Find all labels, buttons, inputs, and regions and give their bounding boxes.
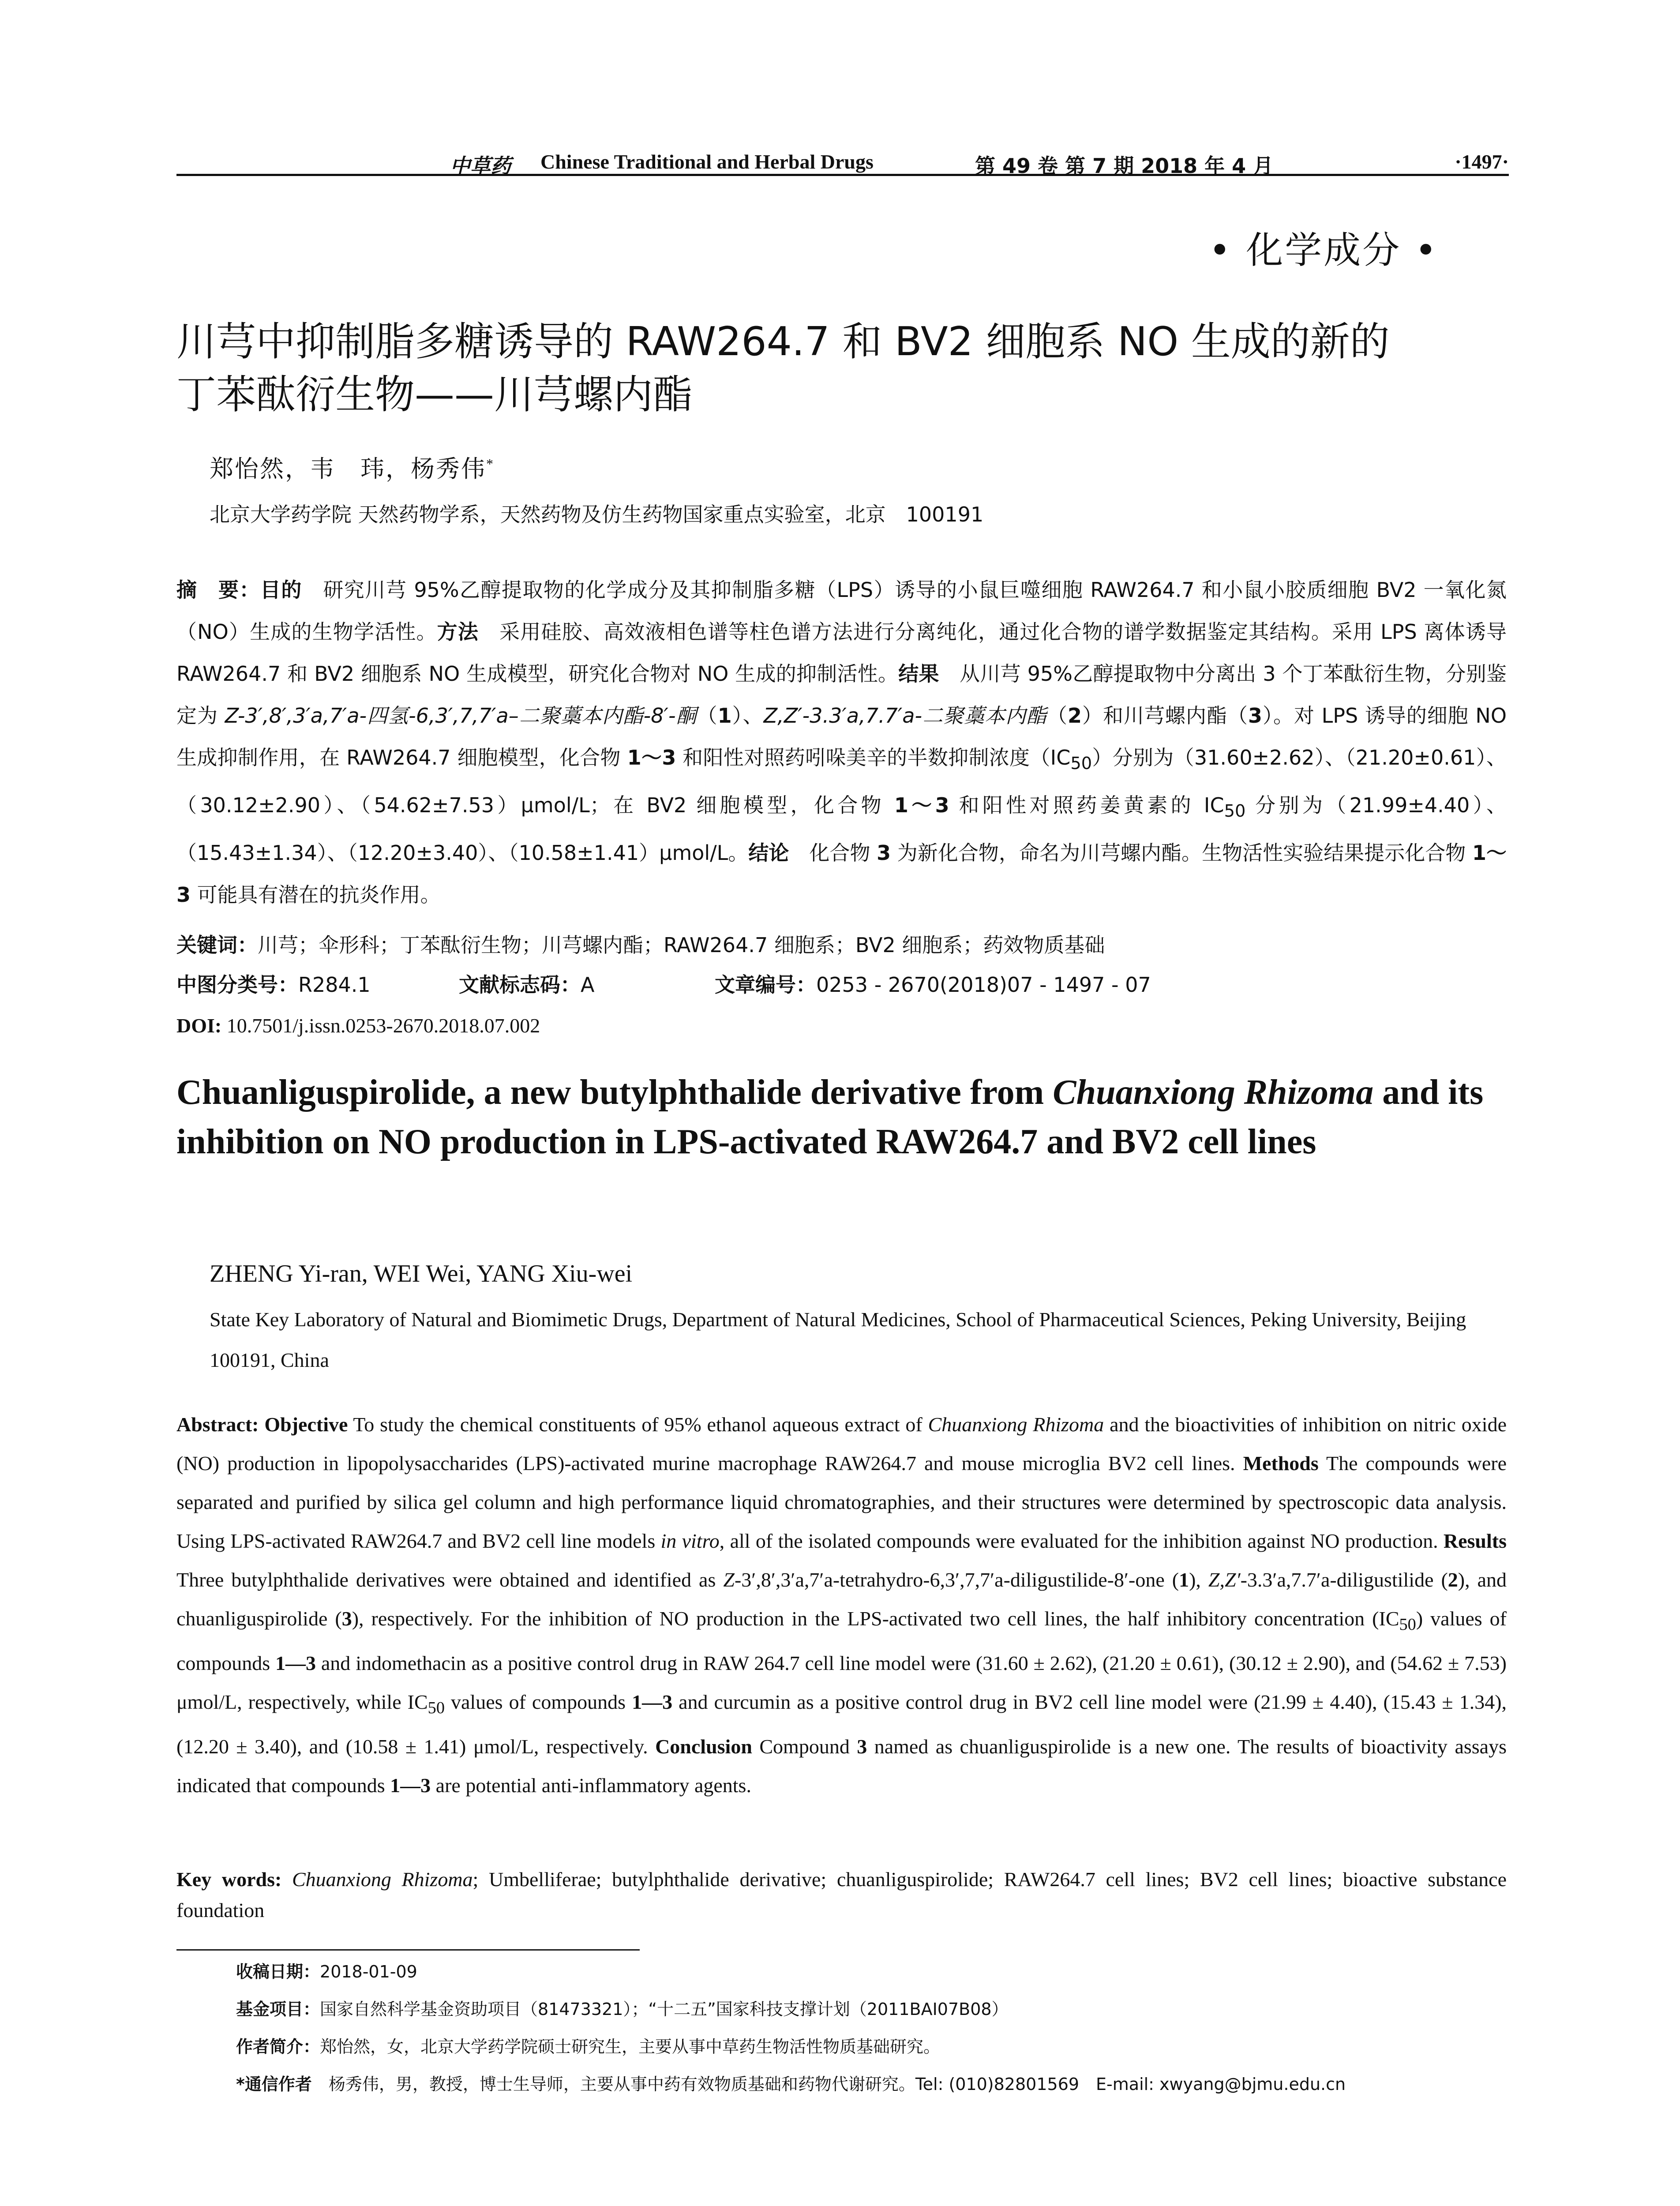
compound-range: 1—3 xyxy=(632,1691,673,1714)
first-author-label: 作者简介： xyxy=(236,2037,320,2056)
corresponding-mark: * xyxy=(486,456,495,472)
abstract-cn-label: 摘 要： xyxy=(176,578,260,602)
compound-number: 3 xyxy=(1248,704,1263,728)
title-en-part-2: and its inhibition on NO production in LPS-activated RAW264.7 and BV2 cell lines xyxy=(176,1073,1484,1161)
abstract-en xyxy=(176,1405,1507,1805)
paren: （ xyxy=(697,704,718,728)
footnote-rule xyxy=(176,1949,640,1951)
title-cn-line-2: 丁苯酞衍生物——川芎螺内酯 xyxy=(176,371,693,418)
title-en-italic: Chuanxiong Rhizoma xyxy=(1053,1073,1374,1112)
results-text-cn: 和阳性对照药姜黄素的 IC xyxy=(949,793,1224,818)
results-text-en: -3′,8′,3′a,7′a-tetrahydro-6,3′,7,7′a-diligustilide-8′-one ( xyxy=(734,1568,1179,1591)
results-text-en: Three butylphthalide derivatives were obtained and identified as xyxy=(176,1568,724,1591)
page-number: ·1497· xyxy=(1455,150,1509,173)
compound-range: 1～3 xyxy=(894,793,949,818)
keywords-en-text: ; Umbelliferae; butylphthalide derivative; chuanliguspirolide; RAW264.7 cell lines; BV2 cell lines; bioactive substance foundation xyxy=(176,1868,1507,1921)
results-text-cn: 分别为（21.99±4.40）、（15.43±1.34）、（12.20±3.40）、（10.58±1.41）μmol/L。 xyxy=(176,793,1507,865)
fund-label: 基金项目： xyxy=(236,2000,320,2019)
clc-label: 中图分类号： xyxy=(176,973,298,997)
footnote-fund xyxy=(236,1999,1009,2020)
doi-label: DOI: xyxy=(176,1014,222,1037)
results-label-cn: 结果 xyxy=(898,662,939,686)
objective-label-en: Objective xyxy=(264,1413,348,1436)
title-cn xyxy=(176,315,1518,421)
doc-code-label: 文献标志码： xyxy=(459,973,581,997)
footnote-corresponding-author xyxy=(236,2074,1346,2095)
compound-range: 1～3 xyxy=(627,746,676,769)
conclusion-label-cn: 结论 xyxy=(748,841,789,865)
compound-range: 1—3 xyxy=(390,1774,431,1797)
corresp-label: *通信作者 xyxy=(236,2075,329,2094)
compound-number: 3 xyxy=(857,1735,867,1758)
title-en-part-1: Chuanliguspirolide, a new butylphthalide derivative from xyxy=(176,1073,1053,1112)
results-text-en: ), respectively. For the inhibition of NO production in the LPS-activated two cell lines, the half inhibitory concentration (IC xyxy=(352,1607,1399,1630)
keywords-cn-text: 川芎；伞形科；丁苯酞衍生物；川芎螺内酯；RAW264.7 细胞系；BV2 细胞系；药效物质基础 xyxy=(258,933,1105,957)
section-label: • 化学成分 • xyxy=(1209,229,1439,272)
title-cn-line-1: 川芎中抑制脂多糖诱导的 RAW264.7 和 BV2 细胞系 NO 生成的新的 xyxy=(176,319,1390,365)
received-label: 收稿日期： xyxy=(236,1962,320,1981)
conclusion-label-en: Conclusion xyxy=(655,1735,752,1758)
footnote-received xyxy=(236,1961,417,1982)
conclusion-text-cn: 可能具有潜在的抗炎作用。 xyxy=(191,883,441,907)
affiliation-cn: 北京大学药学院 天然药物学系，天然药物及仿生药物国家重点实验室，北京 100191 xyxy=(210,503,984,526)
objective-text-en: To study the chemical constituents of 95% ethanol aqueous extract of xyxy=(348,1413,928,1436)
compound-range: 1～3 xyxy=(176,841,1507,907)
conclusion-text-en: Compound xyxy=(752,1735,857,1758)
methods-text-en: , all of the isolated compounds were evaluated for the inhibition against NO production. xyxy=(719,1530,1444,1552)
doi-line xyxy=(176,1005,1507,1047)
results-text-cn: 从川芎 95%乙醇提取物中分离出 3 个丁苯酞衍生物，分别鉴定为 xyxy=(176,662,1507,728)
conclusion-text-en: named as chuanliguspirolide is a new one. The results of bioactivity assays indicated that compounds xyxy=(176,1735,1507,1797)
methods-text-cn: 采用硅胶、高效液相色谱等柱色谱方法进行分离纯化，通过化合物的谱学数据鉴定其结构。采用 LPS 离体诱导 RAW264.7 和 BV2 细胞系 NO 生成模型，研究化合物对 NO 生成的抑制活性。 xyxy=(176,620,1507,686)
methods-label-en: Methods xyxy=(1243,1452,1319,1474)
results-text-en: -3.3′a,7.7′a-diligustilide ( xyxy=(1240,1568,1448,1591)
abstract-en-label: Abstract: xyxy=(176,1413,259,1436)
authors-cn xyxy=(210,450,495,484)
keywords-cn-label: 关键词： xyxy=(176,933,258,957)
paren: ） xyxy=(731,704,743,728)
objective-text-en: and the bioactivities of inhibition on nitric oxide (NO) production in lipopolysaccharides (LPS)-activated murine macrophage RAW264.7 and mouse microglia BV2 cell lines. xyxy=(176,1413,1507,1474)
compound-range: 1—3 xyxy=(275,1652,316,1675)
results-text-en: ) values of compounds xyxy=(176,1607,1507,1675)
keywords-en-italic: Chuanxiong Rhizoma xyxy=(281,1868,473,1891)
results-text-en: ), xyxy=(1189,1568,1208,1591)
compound-number: 2 xyxy=(1068,704,1082,728)
stereo-italic: Z,Z′ xyxy=(1208,1568,1241,1591)
article-no-value: 0253 - 2670(2018)07 - 1497 - 07 xyxy=(816,973,1151,997)
classification-line xyxy=(176,964,1507,1006)
in-vitro-italic: in vitro xyxy=(660,1530,720,1552)
title-en xyxy=(176,1068,1518,1167)
received-date: 2018-01-09 xyxy=(320,1962,417,1981)
abstract-cn xyxy=(176,569,1507,916)
doc-code-value: A xyxy=(581,973,595,997)
objective-label-cn: 目的 xyxy=(260,578,302,602)
results-text-cn: 和川芎螺内酯（ xyxy=(1103,704,1249,728)
compound-number: 1 xyxy=(717,704,732,728)
fund-text: 国家自然科学基金资助项目（81473321）；“十二五”国家科技支撑计划（2011BAI07B08） xyxy=(320,2000,1009,2019)
conclusion-text-en: are potential anti-inflammatory agents. xyxy=(431,1774,751,1797)
authors-en: ZHENG Yi-ran, WEI Wei, YANG Xiu-wei xyxy=(210,1260,633,1287)
clc-value: R284.1 xyxy=(298,973,371,997)
authors-cn-names: 郑怡然，韦 玮，杨秀伟 xyxy=(210,456,486,482)
article-no-label: 文章编号： xyxy=(715,973,816,997)
keywords-en-label: Key words: xyxy=(176,1868,282,1891)
doi-value[interactable]: 10.7501/j.issn.0253-2670.2018.07.002 xyxy=(221,1014,540,1037)
paren: （ xyxy=(1047,704,1068,728)
methods-text-en: The compounds were separated and purified by silica gel column and high performance liquid chromatographies, and their structures were determined by spectroscopic data analysis. Using LPS-activated RAW264.7 and BV2 cell line models xyxy=(176,1452,1507,1552)
corresp-text: 杨秀伟，男，教授，博士生导师，主要从事中药有效物质基础和药物代谢研究。Tel: (010)82801569 E-mail: xwyang@bjmu.edu.cn xyxy=(328,2075,1346,2094)
conclusion-text-cn: 化合物 xyxy=(789,841,877,865)
subscript: 50 xyxy=(1224,801,1246,822)
first-author-text: 郑怡然，女，北京大学药学院硕士研究生，主要从事中草药生物活性物质基础研究。 xyxy=(320,2037,941,2056)
paren: ） xyxy=(1082,704,1103,728)
results-text-cn: 、 xyxy=(742,704,764,728)
affiliation-en: State Key Laboratory of Natural and Biomimetic Drugs, Department of Natural Medicines, School of Pharmaceutical Sciences, Peking University, Beijing 100191, China xyxy=(210,1308,1466,1371)
footnote-first-author xyxy=(236,2036,940,2057)
results-text-en: and indomethacin as a positive control drug in RAW 264.7 cell line model were (31.60 ± 2.62), (21.20 ± 0.61), (30.12 ± 2.90), and (54.62 ± 7.53) μmol/L, respectively, while IC xyxy=(176,1652,1507,1714)
species-italic: Chuanxiong Rhizoma xyxy=(928,1413,1104,1436)
compound-name-cn: Z-3′,8′,3′a,7′a-四氢-6,3′,7,7′a–二聚藁本内酯-8′-酮 xyxy=(225,704,697,728)
subscript: 50 xyxy=(1070,754,1092,774)
issue-info: 第 49 卷 第 7 期 2018 年 4 月 xyxy=(975,154,1274,178)
compound-number: 2 xyxy=(1448,1568,1458,1591)
journal-name-cn: 中草药 xyxy=(450,155,511,177)
results-text-cn: ）分别为（31.60±2.62）、（21.20±0.61）、（30.12±2.90）、（54.62±7.53）μmol/L；在 BV2 细胞模型，化合物 xyxy=(176,746,1507,818)
results-text-cn: 和阳性对照药吲哚美辛的半数抑制浓度（IC xyxy=(676,746,1071,769)
results-text-en: and curcumin as a positive control drug in BV2 cell line model were (21.99 ± 4.40), (15.43 ± 1.34), (12.20 ± 3.40), and (10.58 ± 1.41) μmol/L, respectively. xyxy=(176,1691,1507,1758)
journal-name-en: Chinese Traditional and Herbal Drugs xyxy=(540,150,874,173)
header-rule xyxy=(176,174,1509,176)
results-text-cn: ）。对 LPS 诱导的细胞 NO 生成抑制作用，在 RAW264.7 细胞模型，化合物 xyxy=(176,704,1507,769)
compound-number: 3 xyxy=(877,841,891,865)
results-text-en: values of compounds xyxy=(444,1691,632,1714)
methods-label-cn: 方法 xyxy=(437,620,479,644)
results-label-en: Results xyxy=(1443,1530,1507,1552)
keywords-cn xyxy=(176,924,1507,966)
conclusion-text-cn: 为新化合物，命名为川芎螺内酯。生物活性实验结果提示化合物 xyxy=(891,841,1472,865)
stereo-italic: Z xyxy=(723,1568,735,1591)
running-header xyxy=(176,150,1509,178)
objective-text-cn: 研究川芎 95%乙醇提取物的化学成分及其抑制脂多糖（LPS）诱导的小鼠巨噬细胞 RAW264.7 和小鼠小胶质细胞 BV2 一氧化氮（NO）生成的生物学活性。 xyxy=(176,578,1507,644)
results-text-en: ), and chuanliguspirolide ( xyxy=(176,1568,1507,1630)
compound-number: 1 xyxy=(1179,1568,1189,1591)
compound-name-cn: Z,Z′-3.3′a,7.7′a-二聚藁本内酯 xyxy=(763,704,1047,728)
compound-number: 3 xyxy=(341,1607,352,1630)
subscript: 50 xyxy=(1399,1615,1416,1634)
keywords-en xyxy=(176,1864,1507,1926)
subscript: 50 xyxy=(428,1699,445,1718)
